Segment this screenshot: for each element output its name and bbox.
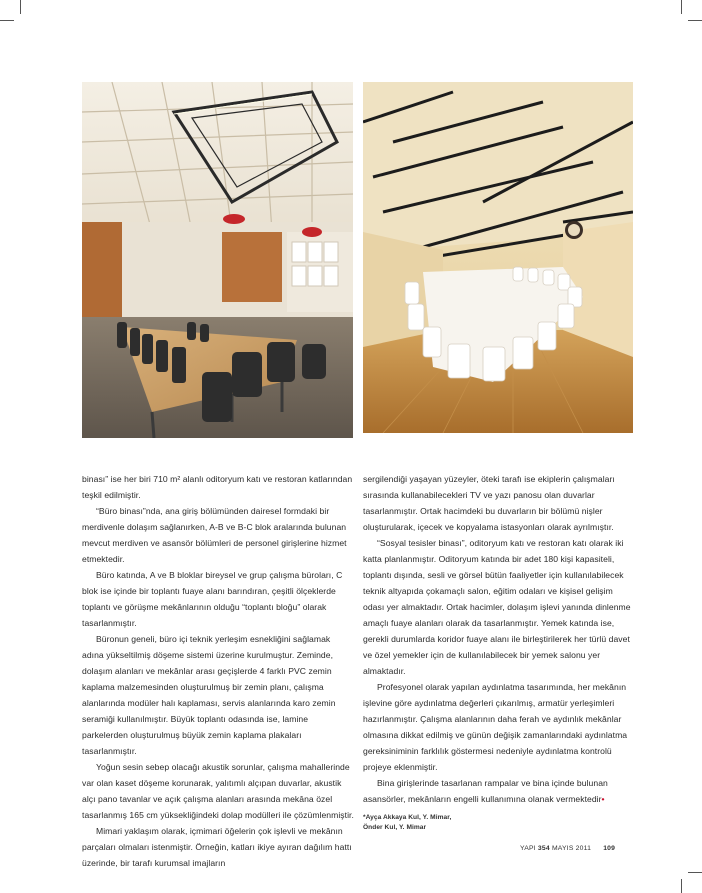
paragraph [363,775,633,807]
text-column-left [82,471,354,871]
text-column-right [363,471,633,833]
paragraph: “Sosyal tesisler binası”, oditoryum katı ve restoran katı olarak iki katta planlanmıştır. Oditoryum katında bir adet 180 kişi kapasiteli, toplantı dışında, sesli ve görsel bütün faaliyetler için kullanılabilecek teknik altyapıda çokamaçlı salon, eğitim odaları ve kişisel gelişim odası yer almaktadır. Ortak hacimler, dolaşım işlevi yanında dinlenme amaçlı fuaye alanları olarak da tasarlanmıştır. Yemek katında ise, gerekli durumlarda koridor fuaye alanı ile birleştirilerek her türlü davet ve özel yemekler için de kullanılabilecek bir yemek salonu yer almaktadır. [363,538,631,676]
auditorium-conference-room-photo [363,82,633,433]
crop-mark [688,20,702,21]
auditorium-illustration [363,82,633,433]
paragraph: Yoğun sesin sebep olacağı akustik sorunlar, çalışma mahallerinde var olan kaset döşeme korunarak, yalıtımlı alçıpan duvarlar, akustik alçı pano tavanlar ve açık çalışma alanları arasında mekâna özel tasarlanmış 165 cm yüksekliğindeki dolap modülleri ile çözümlenmiştir. [82,762,354,820]
paragraph: “Büro binası”nda, ana giriş bölümünden dairesel formdaki bir merdivenle dolaşım sağlanırken, A-B ve B-C blok aralarında bulunan mevcut merdiven ve asansör bölümleri de personel girişlerine hizmet etmektedir. [82,506,347,564]
paragraph: sergilendiği yaşayan yüzeyler, öteki tarafı ise ekiplerin çalışmaları sırasında kullanabilecekleri TV ve yazı panosu olan duvarlar tasarlanmıştır. Ortak hacimdeki bu duvarların bir bölümü nişler oluşturularak, içecek ve kopyalama istasyonları olarak ayrılmıştır. [363,474,615,532]
end-of-article-mark: • [601,794,605,804]
author-line: *Ayça Akkaya Kul, Y. Mimar, [363,814,452,821]
issue-number: 354 [537,845,550,852]
page-number: 109 [603,845,616,852]
paragraph: Büro katında, A ve B bloklar bireysel ve grup çalışma büroları, C blok ise içinde bir toplantı fuaye alanı barındıran, çeşitli ölçeklerde toplantı ve görüşme mekânlarının olduğu “toplantı bloğu” olarak tasarlanmıştır. [82,570,343,628]
crop-mark [681,0,682,14]
author-line: Önder Kul, Y. Mimar [363,824,427,831]
crop-mark [0,20,14,21]
paragraph: Mimari yaklaşım olarak, içmimari öğelerin çok işlevli ve mekânın parçaları olmaları istenmiştir. Örneğin, katları ikiye ayıran dağılım hattı üzerinde, bir tarafı kurumsal imajların [82,826,352,868]
closing-paragraph-text: Bina girişlerinde tasarlanan rampalar ve bina içinde bulunan asansörler, mekânların engelli kullanımına olanak vermektedir [363,778,608,804]
paragraph: binası” ise her biri 710 m² alanlı oditoryum katı ve restoran katlarından teşkil edilmiştir. [82,474,353,500]
office-meeting-room-illustration [82,82,353,438]
magazine-name: YAPI [520,845,536,852]
crop-mark [688,872,702,873]
page-folio [520,845,615,852]
paragraph: Büronun geneli, büro içi teknik yerleşim esnekliğini sağlamak adına yükseltilmiş döşeme sistemi üzerine kurulmuştur. Zeminde, dolaşım alanları ve mekânlar arası geçişlerde 4 farklı PVC zemin kaplama malzemesinden oluşturulmuş bir zemin planı, çalışma alanlarında modüler halı kaplaması, servis alanlarında karo zemin seramiği kullanılmıştır. Büyük toplantı odasında ise, lamine parkelerden oluşturulmuş büyük zemin kaplama plakaları tasarlanmıştır. [82,634,336,756]
crop-mark [20,0,21,14]
crop-mark [681,879,682,893]
office-meeting-room-photo [82,82,353,438]
author-credits [363,813,633,833]
paragraph: Profesyonel olarak yapılan aydınlatma tasarımında, her mekânın işlevine göre aydınlatma değerleri çıkarılmış, armatür yerleşimleri hazırlanmıştır. Çalışma alanlarının daha ferah ve aydınlık mekânlar olmasına dikkat edilmiş ve günün değişik zamanlarındaki aydınlatma gereksiniminin farklılık göstermesi nedeniyle aydınlatma kontrolü projeye eklenmiştir. [363,682,628,772]
issue-date: MAYIS 2011 [551,845,592,852]
